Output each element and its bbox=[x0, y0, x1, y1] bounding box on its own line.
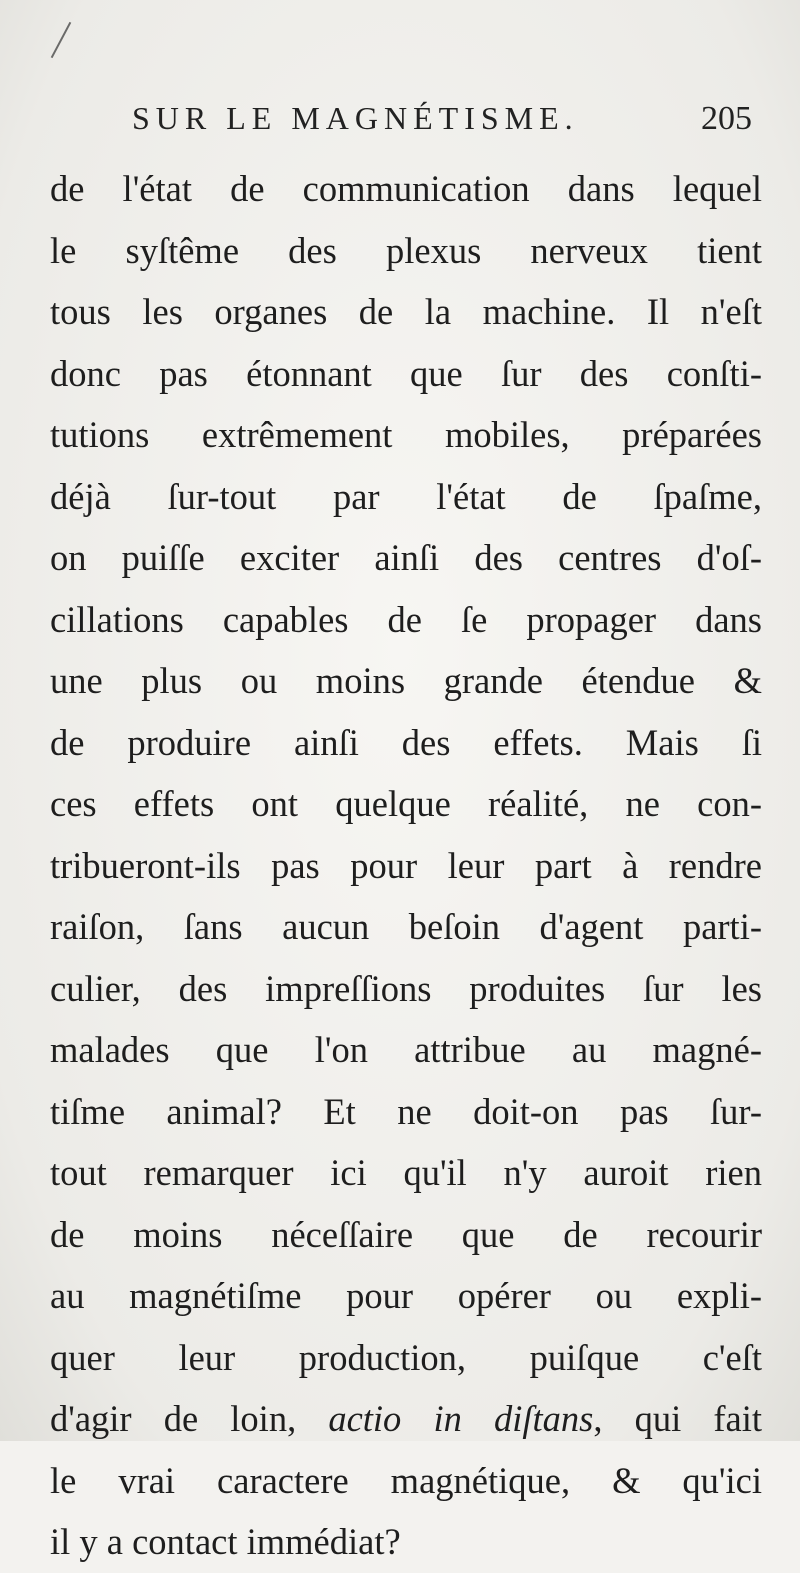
text-line: de moins néceſſaire que de recourir bbox=[50, 1213, 762, 1255]
text-line: déjà ſur-tout par l'état de ſpaſme, bbox=[50, 475, 762, 517]
text-line-last: il y a contact immédiat? bbox=[50, 1521, 401, 1562]
text-segment: , qui fait bbox=[593, 1398, 762, 1439]
running-title: SUR LE MAGNÉTISME. bbox=[132, 100, 579, 136]
text-line: on puiſſe exciter ainſi des centres d'oſ- bbox=[50, 537, 762, 578]
text-line: culier, des impreſſions produites ſur les bbox=[50, 967, 762, 1009]
text-line: tiſme animal? Et ne doit-on pas ſur- bbox=[50, 1090, 762, 1132]
text-line: raiſon, ſans aucun beſoin d'agent parti- bbox=[50, 906, 762, 947]
text-line: une plus ou moins grande étendue & bbox=[50, 660, 762, 701]
margin-mark bbox=[51, 22, 72, 58]
text-line: tribueront-ils pas pour leur part à rendre bbox=[50, 844, 762, 886]
text-line: de produire ainſi des effets. Mais ſi bbox=[50, 721, 762, 763]
text-line-with-italic bbox=[50, 1388, 762, 1450]
text-line: au magnétiſme pour opérer ou expli- bbox=[50, 1275, 762, 1316]
text-line: le syſtême des plexus nerveux tient bbox=[50, 229, 762, 271]
text-line: le vrai caractere magnétique, & qu'ici bbox=[50, 1459, 762, 1501]
page-header bbox=[132, 100, 752, 150]
text-line: donc pas étonnant que ſur des conſti- bbox=[50, 352, 762, 394]
latin-phrase: actio in diſtans bbox=[328, 1398, 594, 1439]
text-line: tutions extrêmement mobiles, préparées bbox=[50, 414, 762, 455]
text-line: cillations capables de ſe propager dans bbox=[50, 598, 762, 640]
text-line: tous les organes de la machine. Il n'eſt bbox=[50, 291, 762, 332]
text-line: tout remarquer ici qu'il n'y auroit rien bbox=[50, 1152, 762, 1193]
body-text bbox=[50, 158, 762, 1573]
text-line: ces effets ont quelque réalité, ne con- bbox=[50, 783, 762, 824]
text-segment: d'agir de loin, bbox=[50, 1398, 329, 1439]
text-line: quer leur production, puiſque c'eſt bbox=[50, 1336, 762, 1378]
page-number: 205 bbox=[701, 100, 752, 137]
text-line: de l'état de communication dans lequel bbox=[50, 168, 762, 209]
text-line: malades que l'on attribue au magné- bbox=[50, 1029, 762, 1070]
